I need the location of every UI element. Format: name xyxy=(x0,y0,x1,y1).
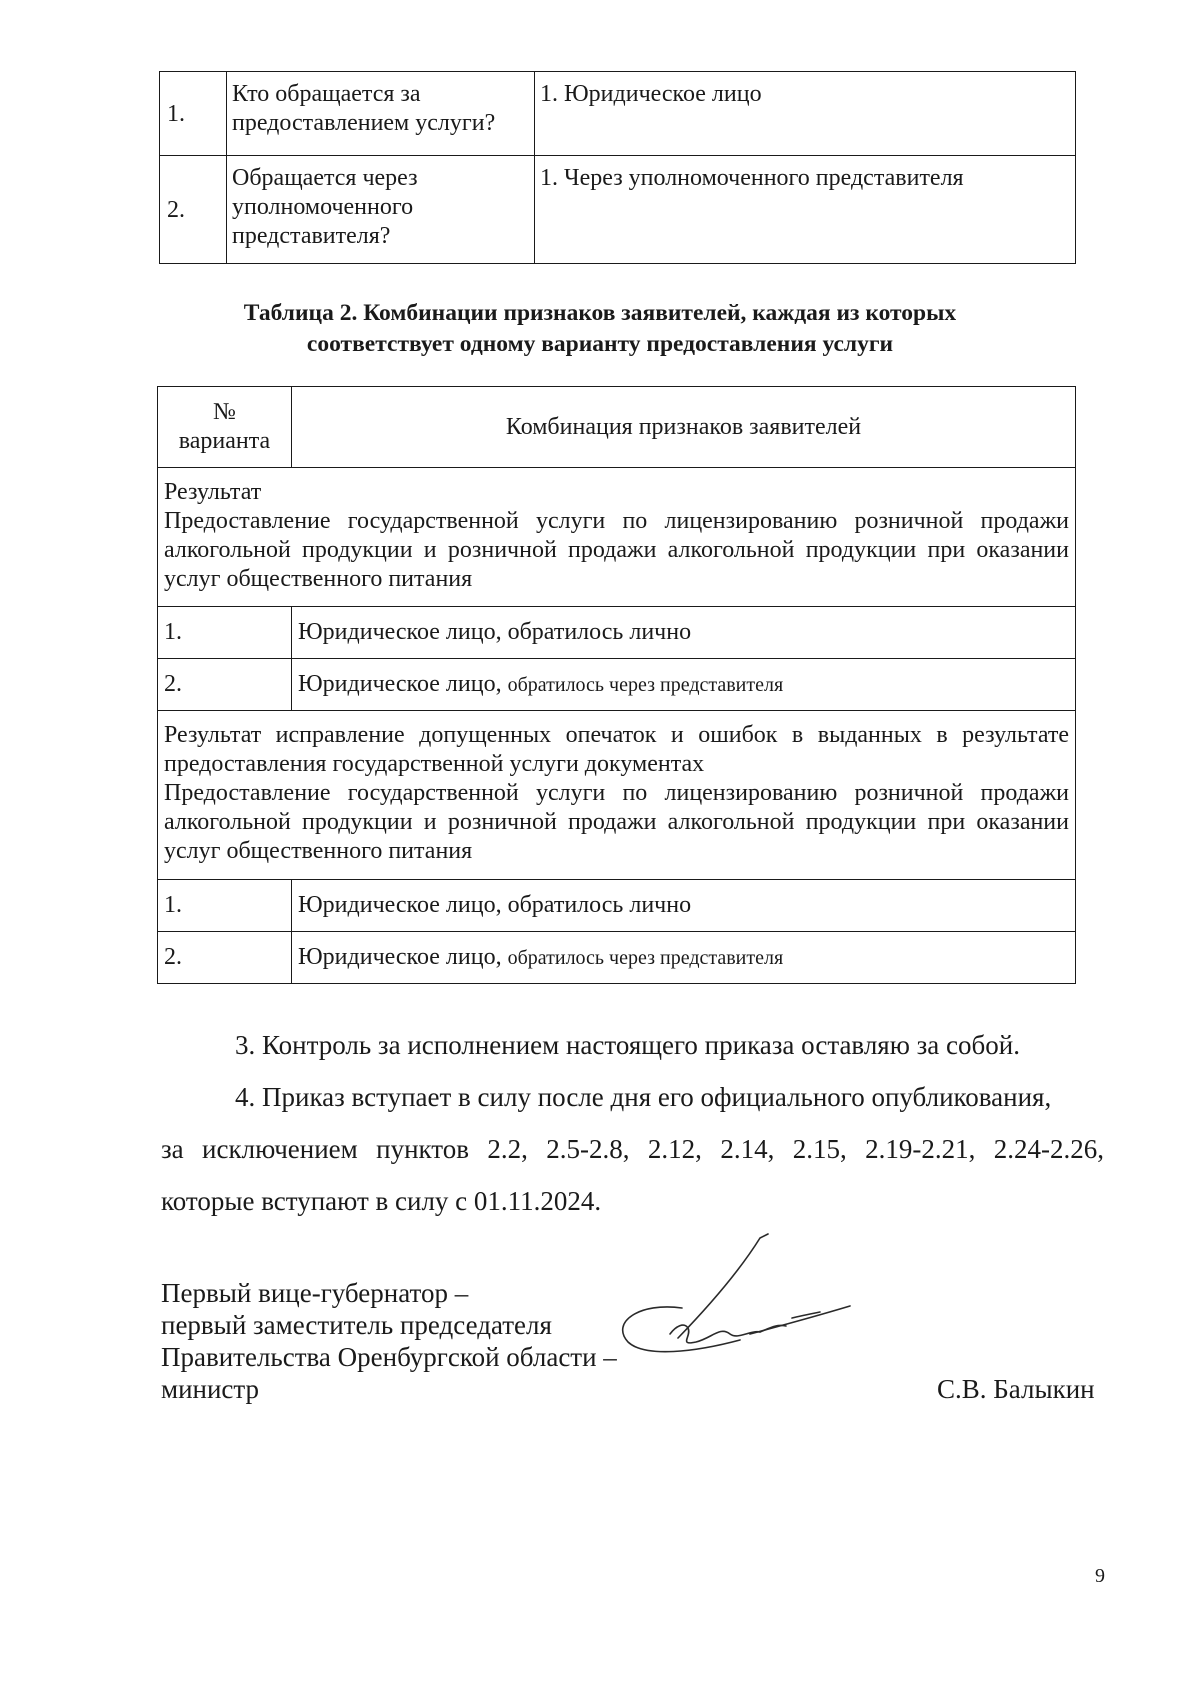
result-section-row xyxy=(158,468,1076,607)
row-number: 2. xyxy=(160,156,227,264)
table-header-row xyxy=(158,387,1076,468)
table-row xyxy=(160,72,1076,156)
result-label: Результат xyxy=(164,479,262,505)
applicant-questions-table xyxy=(159,71,1076,264)
table2-title-line: Таблица 2. Комбинации признаков заявителей, каждая из которых xyxy=(243,300,957,326)
page-number: 9 xyxy=(1095,1565,1105,1587)
signatory-title-line: первый заместитель председателя xyxy=(161,1310,552,1340)
result-cell xyxy=(158,711,1076,880)
table2-title xyxy=(0,298,1200,360)
table2-title-line: соответствует одному варианту предоставления услуги xyxy=(306,331,894,357)
variant-number: 1. xyxy=(158,880,292,932)
paragraph-4-line-3: которые вступают в силу с 01.11.2024. xyxy=(161,1186,602,1216)
variant-text: Юридическое лицо, обратилось лично xyxy=(298,618,692,645)
variant-combination xyxy=(292,880,1076,932)
variant-number: 2. xyxy=(158,659,292,711)
table-row xyxy=(160,156,1076,264)
answer-cell: 1. Через уполномоченного представителя xyxy=(535,156,1076,264)
variant-combination xyxy=(292,607,1076,659)
result-cell xyxy=(158,468,1076,607)
table-row xyxy=(158,607,1076,659)
table-row xyxy=(158,880,1076,932)
variant-text: Юридическое лицо, xyxy=(298,670,508,697)
variant-text-small: обратилось через представителя xyxy=(507,673,784,696)
variant-combination xyxy=(292,932,1076,984)
handwritten-signature-icon xyxy=(600,1230,880,1370)
variant-text-small: обратилось через представителя xyxy=(507,946,784,969)
signatory-title-line: министр xyxy=(161,1374,260,1404)
signatory-name: С.В. Балыкин xyxy=(937,1374,1095,1404)
signatory-title-line: Правительства Оренбургской области – xyxy=(161,1342,617,1372)
signatory-title-line: Первый вице-губернатор – xyxy=(161,1278,469,1308)
variant-text: Юридическое лицо, xyxy=(298,943,508,970)
applicant-combinations-table xyxy=(157,386,1076,984)
result-section-row xyxy=(158,711,1076,880)
header-variant-number: № варианта xyxy=(158,387,292,468)
result-label: Результат исправление допущенных опечаток и ошибок в выданных в результате предоставления государственной услуги документах xyxy=(164,722,1069,777)
question-cell: Обращается через уполномоченного представителя? xyxy=(227,156,535,264)
variant-number: 2. xyxy=(158,932,292,984)
variant-text: Юридическое лицо, обратилось лично xyxy=(298,891,692,918)
header-combination: Комбинация признаков заявителей xyxy=(292,387,1076,468)
table-row xyxy=(158,659,1076,711)
paragraph-4-line-2: за исключением пунктов 2.2, 2.5-2.8, 2.12, 2.14, 2.15, 2.19-2.21, 2.24-2.26, xyxy=(161,1134,1104,1164)
variant-number: 1. xyxy=(158,607,292,659)
table-row xyxy=(158,932,1076,984)
question-cell: Кто обращается за предоставлением услуги? xyxy=(227,72,535,156)
paragraph-4: 4. Приказ вступает в силу после дня его официального опубликования, xyxy=(235,1082,1052,1112)
result-description: Предоставление государственной услуги по лицензированию розничной продажи алкогольной продукции и розничной продажи алкогольной продукции при оказании услуг общественного питания xyxy=(164,508,1069,592)
answer-cell: 1. Юридическое лицо xyxy=(535,72,1076,156)
result-description: Предоставление государственной услуги по лицензированию розничной продажи алкогольной продукции и розничной продажи алкогольной продукции при оказании услуг общественного питания xyxy=(164,780,1069,864)
paragraph-3: 3. Контроль за исполнением настоящего приказа оставляю за собой. xyxy=(235,1030,1020,1060)
variant-combination xyxy=(292,659,1076,711)
row-number: 1. xyxy=(160,72,227,156)
